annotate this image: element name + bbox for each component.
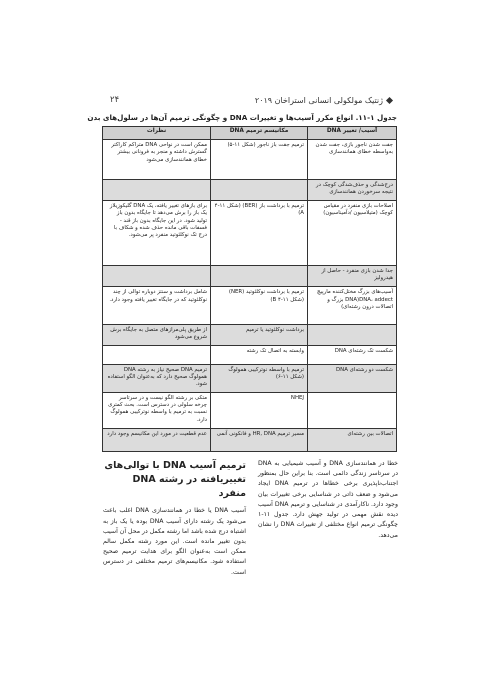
cell-damage	[308, 325, 397, 346]
header-damage: آسیب/ تغییر DNA	[308, 127, 397, 140]
table-row	[103, 345, 397, 364]
cell-comments	[103, 179, 211, 200]
table-title: جدول ۱-۱۱. انواع مکرر آسیب‌ها و تغییرات DNA و چگونگی ترمیم آن‌ها در سلول‌های بدن	[87, 113, 397, 122]
body-column-right	[258, 459, 398, 541]
body-paragraph-right: خطا در همانندسازی DNA و آسیب شیمیایی به DNA در سرتاسر زندگی دائمی است. بنا براین حال بمنظور اجتناب‌ناپذیری برخی خطاها در ترمیم DNA ایجاد می‌شود و ضعف ذاتی در شناسایی برخی تغییرات بیان وجود دارد. ناکارآمدی در شناسایی و ترمیم DNA آسیب دیده نقش مهمی در تولید جهش دارد. جدول ۱۱-۱ چگونگی ترمیم انواع مختلفی از تغییرات DNA را نشان می‌دهد.	[258, 460, 399, 539]
dna-repair-table-wrapper	[103, 126, 397, 452]
cell-comments	[103, 345, 211, 364]
table-row	[103, 428, 397, 451]
table-row	[103, 266, 397, 287]
table-row	[103, 325, 397, 346]
cell-mechanism: NHEJ	[211, 392, 308, 428]
diamond-icon	[386, 96, 393, 103]
page-number: ۲۴	[110, 95, 120, 105]
table-row	[103, 179, 397, 200]
cell-mechanism: ترمیم با واسطه نوترکیبی همولوگ (شکل ۱۱-۶)	[211, 364, 308, 392]
cell-comments: متکی بر رشته الگو نیست و در سرتاسر چرخه سلولی در دسترس است. بحث کمتری نسبت به ترمیم با واسطه نوترکیبی همولوگ دارد.	[103, 392, 211, 428]
cell-comments: ممکن است در نواحی DNA متراکم کاراکتر گسترش داشته و منجر به فرونانی بیشتر خطای همانندسازی می‌شود	[103, 140, 211, 180]
table-header-row	[103, 127, 397, 140]
cell-damage	[308, 392, 397, 428]
cell-comments: از طریق پلی‌مرازهای متصل به جایگاه برش شروع می‌شود	[103, 325, 211, 346]
header-mechanism: مکانیسم ترمیم DNA	[211, 127, 308, 140]
cell-comments: برای بازهای تغییر یافته، یک DNA گلیکوزیلاز یک باز را برش می‌دهد تا جایگاه بدون باز تولید شود. در این جایگاه بدون باز قند - فسفات باقی مانده حذف شده و شکاف با درج تک نوکلئوتید منفرد پر می‌شود.	[103, 200, 211, 265]
cell-mechanism	[211, 179, 308, 200]
cell-comments: عدم قطعیت در مورد این مکانیسم وجود دارد	[103, 428, 211, 451]
table-row	[103, 392, 397, 428]
cell-mechanism: ترمیم جفت باز ناجور (شکل ۱۱-۵)	[211, 140, 308, 180]
table-row	[103, 287, 397, 325]
cell-damage: اتصالات بین رشته‌ای	[308, 428, 397, 451]
cell-damage: اصلاحات بازی منفرد در مقیاس کوچک (متیلاسیون /دآمیناسیون)	[308, 200, 397, 265]
cell-comments: شامل برداشت و سنتز دوباره توالی از چند نوکلئوتید که در جایگاه تغییر یافته وجود دارد.	[103, 287, 211, 325]
body-column-left	[103, 459, 246, 578]
section-heading: ترمیم آسیب DNA با توالی‌های تغییریافته در رشته DNA منفرد	[104, 460, 246, 499]
cell-damage: درج‌شدگی و حذف‌شدگی کوچک در نتیجه سرخوردن همانندسازی	[308, 179, 397, 200]
header-comments: نظرات	[103, 127, 211, 140]
cell-mechanism: ترمیم با برداشت نوکلئوتید (NER) (شکل ۱۱-۴ B)	[211, 287, 308, 325]
running-header	[110, 93, 392, 107]
cell-comments	[103, 266, 211, 287]
cell-mechanism: برداشت نوکلئوتید یا ترمیم	[211, 325, 308, 346]
body-paragraph-left: آسیب DNA یا خطا در همانندسازی DNA اغلب باعث می‌شود یک رشته دارای آسیب DNA بوده یا یک باز به اشتباه درج شده باشد اما رشته مکمل در محل آن آسیب بدون تغییر مانده است. این مورد رشته مکمل سالم ممکن است به‌عنوان الگو برای هدایت ترمیم صحیح استفاده شود. مکانیسم‌های ترمیم مختلفی در دسترس است.	[102, 507, 246, 576]
running-title: ژنتیک مولکولی انسانی استراخان ۲۰۱۹	[254, 95, 383, 105]
running-title-group	[255, 96, 392, 105]
cell-mechanism	[211, 266, 308, 287]
cell-damage: شکست تک رشته‌ای DNA	[308, 345, 397, 364]
cell-damage: جدا شدن بازی منفرد - حاصل از هیدرولیز	[308, 266, 397, 287]
dna-repair-table	[102, 126, 397, 452]
table-row	[103, 200, 397, 265]
table-row	[103, 364, 397, 392]
cell-mechanism: مسیر ترمیم HR, DNA و فانکونی آنمی	[211, 428, 308, 451]
cell-mechanism: ترمیم با برداشت باز (BER) (شکل ۱۱-۴ A)	[211, 200, 308, 265]
cell-damage: شکست دو رشته‌ای DNA	[308, 364, 397, 392]
table-row	[103, 140, 397, 180]
cell-comments: ترمیم DNA صحیح نیاز به رشته DNA همولوگ صحیح دارد که به‌عنوان الگو استفاده شود.	[103, 364, 211, 392]
cell-mechanism: وابسته به اتصال تک رشته	[211, 345, 308, 364]
cell-damage: جفت شدن ناجور بازی، جفت شدن به‌واسطه خطای همانندسازی	[308, 140, 397, 180]
cell-damage: آسیب‌های بزرگ مختل‌کننده مارپیچ DNA، addect(DNA بزرگ و اتصالات درون رشته‌ای)	[308, 287, 397, 325]
